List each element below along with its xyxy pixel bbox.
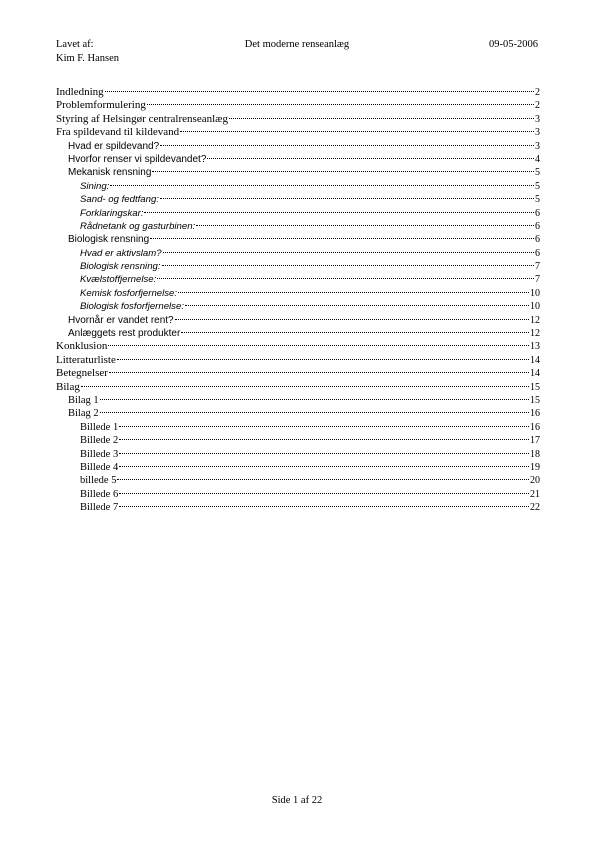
toc-dot-leader [160, 198, 534, 199]
toc-entry-page: 3 [535, 127, 540, 139]
toc-dot-leader [108, 345, 529, 346]
toc-entry-page: 5 [535, 180, 540, 192]
toc-dot-leader [147, 104, 534, 105]
toc-entry-title: Hvad er aktivslam? [80, 247, 162, 259]
toc-dot-leader [150, 238, 534, 239]
toc-entry-title: Bilag [56, 380, 80, 393]
toc-entry-page: 7 [535, 274, 540, 286]
toc-entry-title: Litteraturliste [56, 353, 116, 366]
toc-dot-leader [196, 225, 534, 226]
toc-entry-page: 19 [530, 461, 540, 473]
toc-entry[interactable] [56, 166, 540, 179]
toc-entry-title: Konklusion [56, 340, 108, 353]
toc-entry[interactable] [56, 300, 540, 313]
toc-entry[interactable] [56, 287, 540, 300]
table-of-contents [56, 86, 540, 515]
toc-entry[interactable] [56, 140, 540, 153]
toc-entry-page: 6 [535, 220, 540, 232]
toc-entry[interactable] [56, 488, 540, 501]
toc-entry[interactable] [56, 407, 540, 420]
toc-entry-page: 13 [530, 341, 540, 353]
toc-entry-page: 5 [535, 167, 540, 179]
toc-entry-title: Hvorfor renser vi spildevandet? [68, 153, 207, 165]
toc-entry[interactable] [56, 247, 540, 260]
toc-dot-leader [162, 265, 534, 266]
toc-entry[interactable] [56, 461, 540, 474]
toc-entry[interactable] [56, 421, 540, 434]
toc-entry-title: Billede 6 [80, 488, 119, 500]
toc-entry[interactable] [56, 193, 540, 206]
toc-entry-title: Bilag 1 [68, 394, 99, 406]
toc-entry-title: Kemisk fosforfjernelse: [80, 287, 178, 299]
toc-entry-page: 3 [535, 140, 540, 152]
toc-dot-leader [119, 493, 529, 494]
toc-entry[interactable] [56, 99, 540, 112]
toc-entry-page: 2 [535, 100, 540, 112]
toc-entry-title: Sand- og fedtfang: [80, 194, 159, 206]
toc-dot-leader [119, 466, 529, 467]
toc-entry-page: 6 [535, 207, 540, 219]
toc-dot-leader [152, 171, 534, 172]
toc-entry[interactable] [56, 273, 540, 286]
toc-dot-leader [100, 412, 529, 413]
toc-entry[interactable] [56, 113, 540, 126]
toc-entry-page: 7 [535, 261, 540, 273]
toc-entry-title: Hvad er spildevand? [68, 140, 160, 152]
toc-dot-leader [180, 131, 534, 132]
toc-entry[interactable] [56, 434, 540, 447]
toc-entry[interactable] [56, 367, 540, 380]
toc-entry-title: Biologisk rensning: [80, 261, 161, 273]
toc-entry[interactable] [56, 394, 540, 407]
toc-entry-title: Bilag 2 [68, 408, 99, 420]
toc-entry[interactable] [56, 153, 540, 166]
toc-dot-leader [157, 278, 534, 279]
toc-entry-page: 20 [530, 475, 540, 487]
toc-entry-title: Betegnelser [56, 367, 108, 380]
toc-dot-leader [109, 372, 529, 373]
toc-entry-page: 22 [530, 502, 540, 514]
toc-entry[interactable] [56, 233, 540, 246]
toc-entry-page: 15 [530, 394, 540, 406]
toc-entry-title: Biologisk rensning [68, 234, 150, 246]
toc-entry-page: 4 [535, 153, 540, 165]
toc-dot-leader [185, 305, 529, 306]
toc-entry[interactable] [56, 314, 540, 327]
toc-entry-page: 15 [530, 381, 540, 393]
toc-entry[interactable] [56, 207, 540, 220]
toc-entry[interactable] [56, 220, 540, 233]
toc-entry-title: Billede 4 [80, 461, 119, 473]
toc-dot-leader [144, 212, 534, 213]
toc-dot-leader [119, 426, 529, 427]
toc-entry-title: Mekanisk rensning [68, 167, 152, 179]
toc-dot-leader [105, 91, 534, 92]
toc-entry[interactable] [56, 260, 540, 273]
toc-entry-page: 16 [530, 408, 540, 420]
toc-entry-page: 12 [530, 314, 540, 326]
toc-entry-title: Billede 2 [80, 435, 119, 447]
toc-entry-page: 16 [530, 421, 540, 433]
toc-entry[interactable] [56, 354, 540, 367]
toc-entry-page: 17 [530, 435, 540, 447]
toc-entry[interactable] [56, 340, 540, 353]
toc-entry-page: 2 [535, 87, 540, 98]
toc-dot-leader [178, 292, 529, 293]
toc-entry-page: 5 [535, 194, 540, 206]
toc-entry[interactable] [56, 474, 540, 487]
toc-entry-title: Problemformulering [56, 99, 146, 112]
toc-dot-leader [175, 319, 529, 320]
toc-dot-leader [110, 185, 534, 186]
toc-dot-leader [119, 506, 529, 507]
toc-entry-page: 21 [530, 488, 540, 500]
toc-dot-leader [160, 145, 534, 146]
toc-entry-title: Billede 1 [80, 421, 119, 433]
toc-dot-leader [100, 399, 529, 400]
toc-dot-leader [229, 118, 534, 119]
toc-entry-page: 3 [535, 113, 540, 125]
toc-entry-title: Billede 3 [80, 448, 119, 460]
toc-entry-page: 10 [530, 301, 540, 313]
document-date: 09-05-2006 [489, 39, 538, 50]
toc-entry-page: 12 [530, 328, 540, 340]
toc-entry-title: Biologisk fosforfjernelse: [80, 301, 184, 313]
toc-entry-title: Sining: [80, 180, 110, 192]
page-footer: Side 1 af 22 [271, 795, 323, 806]
toc-entry[interactable] [56, 86, 540, 99]
toc-entry[interactable] [56, 180, 540, 193]
toc-entry-page: 6 [535, 234, 540, 246]
toc-entry[interactable] [56, 381, 540, 394]
toc-entry-title: Kvælstoffjernelse: [80, 274, 157, 286]
toc-entry-title: Hvornår er vandet rent? [68, 314, 174, 326]
toc-dot-leader [181, 332, 529, 333]
made-by-label: Lavet af: [56, 39, 94, 50]
author-name: Kim F. Hansen [56, 53, 120, 64]
toc-dot-leader [163, 252, 534, 253]
toc-entry[interactable] [56, 327, 540, 340]
toc-entry-title: Forklaringskar: [80, 207, 144, 219]
toc-entry-page: 14 [530, 368, 540, 380]
toc-entry[interactable] [56, 448, 540, 461]
toc-entry-page: 6 [535, 247, 540, 259]
toc-dot-leader [117, 479, 529, 480]
toc-dot-leader [117, 359, 529, 360]
toc-dot-leader [119, 439, 529, 440]
toc-entry-title: Styring af Helsingør centralrenseanlæg [56, 112, 228, 125]
toc-entry[interactable] [56, 126, 540, 139]
toc-entry-title: Fra spildevand til kildevand [56, 126, 180, 139]
toc-entry-page: 18 [530, 448, 540, 460]
toc-entry-title: Rådnetank og gasturbinen: [80, 220, 196, 232]
toc-entry-page: 14 [530, 354, 540, 366]
toc-entry-title: Indledning [56, 86, 104, 98]
toc-dot-leader [207, 158, 534, 159]
document-title: Det moderne renseanlæg [244, 39, 350, 50]
toc-dot-leader [119, 453, 529, 454]
toc-dot-leader [81, 386, 529, 387]
toc-entry-title: Anlæggets rest produkter [68, 328, 181, 340]
toc-entry-title: billede 5 [80, 475, 117, 487]
toc-entry-title: Billede 7 [80, 502, 119, 514]
toc-entry[interactable] [56, 501, 540, 514]
toc-entry-page: 10 [530, 287, 540, 299]
